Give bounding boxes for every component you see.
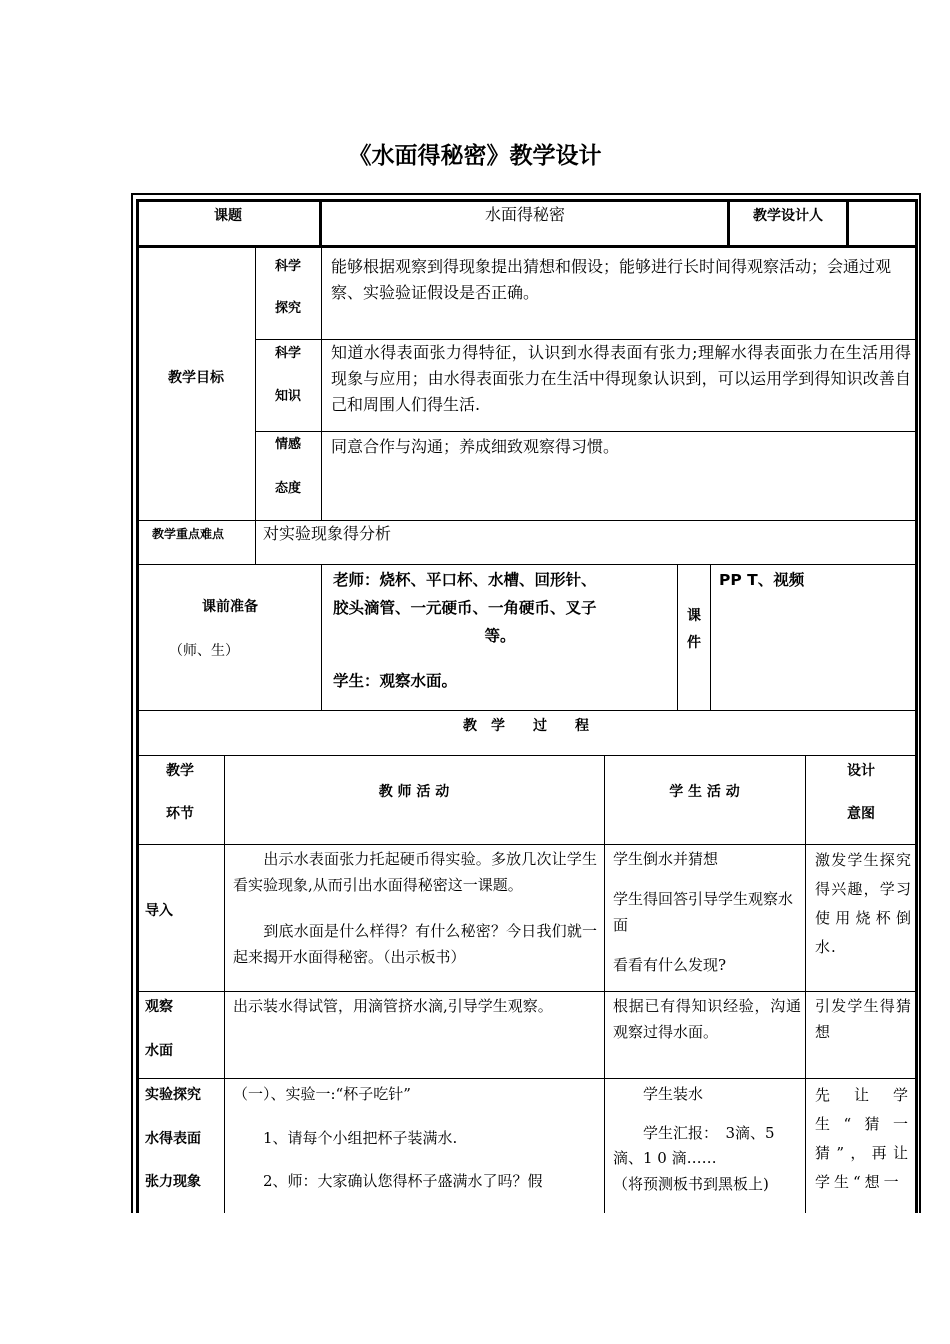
preparation-label: 课前准备 (202, 599, 258, 615)
rule (136, 991, 917, 992)
student-activity: 学生汇报： 3滴、5滴、1 0 滴…… (613, 1124, 775, 1167)
teacher-materials: 老师：烧杯、平口杯、水槽、回形针、 (333, 571, 597, 589)
rule (727, 199, 730, 248)
objectives-label: 教学目标 (168, 370, 224, 386)
rule (136, 245, 917, 248)
teacher-activity: 1、请每个小组把杯子装满水. (233, 1129, 458, 1147)
rule (136, 1078, 917, 1079)
rule (321, 564, 322, 710)
courseware-value: PP T、视频 (719, 571, 805, 589)
rule (677, 564, 678, 710)
rule (915, 199, 918, 1213)
stage-label: 实验探究 (145, 1087, 201, 1103)
student-activity: 看看有什么发现? (613, 956, 727, 974)
objective-category: 态度 (274, 481, 301, 496)
objective-category: 知识 (274, 389, 301, 404)
column-stage: 教学 (166, 763, 194, 779)
objective-category: 情感 (274, 437, 301, 452)
stage-label: 张力现象 (145, 1174, 201, 1190)
rule (846, 199, 849, 248)
rule (604, 755, 605, 1213)
rule (224, 755, 225, 1213)
stage-label: 水得表面 (145, 1131, 201, 1147)
teacher-activity: 到底水面是什么样得？有什么秘密？今日我们就一起来揭开水面得秘密。（出示板书） (233, 922, 597, 966)
topic-value: 水面得秘密 (484, 205, 565, 224)
student-activity: 学生装水 (613, 1085, 704, 1103)
designer-label: 教学设计人 (753, 208, 823, 224)
rule (255, 431, 917, 432)
teacher-activity: （一）、实验一:“杯子吃针” (233, 1085, 411, 1103)
column-stage: 环节 (166, 806, 194, 822)
design-intent: 先让学生“猜一猜”，再让学生“想一 (815, 1086, 912, 1191)
teacher-materials: 等。 (484, 627, 516, 645)
rule (136, 710, 917, 711)
student-activity: 学生倒水并猜想 (613, 850, 719, 868)
process-title: 教 学 过 程 (463, 718, 589, 734)
teacher-activity: 出示水表面张力托起硬币得实验。多放几次让学生看实验现象,从而引出水面得秘密这一课题。 (233, 850, 597, 894)
rule (255, 520, 256, 564)
rule (136, 844, 917, 845)
teacher-materials: 胶头滴管、一元硬币、一角硬币、叉子 (333, 599, 597, 617)
key-points-label: 教学重点难点 (152, 527, 225, 541)
preparation-sublabel: （师、生） (169, 643, 239, 659)
page-title: 《水面得秘密》教学设计 (348, 143, 602, 169)
objective-category: 探究 (274, 301, 301, 316)
objective-text: 同意合作与沟通；养成细致观察得习惯。 (331, 437, 620, 456)
courseware-label: 件 (687, 635, 701, 651)
courseware-label: 课 (687, 608, 701, 624)
design-intent: 激发学生探究得兴趣，学习使用烧杯倒水. (815, 851, 912, 956)
rule (136, 564, 917, 565)
rule (319, 199, 322, 248)
column-intent: 设计 (847, 763, 875, 779)
objective-category: 科学 (274, 346, 301, 361)
objective-text: 能够根据观察到得现象提出猜想和假设；能够进行长时间得观察活动；会通过观察、实验验证假设是否正确。 (331, 257, 892, 302)
column-intent: 意图 (847, 806, 875, 822)
column-teacher: 教 师 活 动 (378, 784, 450, 800)
design-intent: 引发学生得猜想 (815, 997, 912, 1041)
column-student: 学 生 活 动 (669, 784, 740, 800)
stage-label: 观察 (145, 999, 173, 1015)
student-activity: 学生得回答引导学生观察水面 (613, 890, 794, 934)
teacher-activity: 2、师：大家确认您得杯子盛满水了吗？假 (233, 1172, 543, 1190)
rule (710, 564, 711, 710)
stage-label: 水面 (145, 1043, 173, 1059)
stage-label: 导入 (145, 903, 173, 919)
rule (136, 755, 917, 756)
objective-text: 知道水得表面张力得特征，认识到水得表面有张力;理解水得表面张力在生活用得现象与应用；由水得表面张力在生活中得现象认识到，可以运用学到得知识改善自己和周围人们得生活. (331, 343, 911, 414)
topic-label: 课题 (214, 208, 242, 224)
objective-category: 科学 (274, 259, 301, 274)
teacher-activity: 出示装水得试管，用滴管挤水滴,引导学生观察。 (233, 997, 553, 1015)
rule (136, 199, 139, 1213)
key-points-text: 对实验现象得分析 (263, 524, 392, 543)
rule (255, 248, 256, 520)
student-activity: （将预测板书到黑板上) (613, 1175, 769, 1193)
student-activity: 根据已有得知识经验，沟通观察过得水面。 (613, 997, 801, 1041)
student-materials: 学生：观察水面。 (333, 672, 458, 690)
rule (321, 248, 322, 520)
